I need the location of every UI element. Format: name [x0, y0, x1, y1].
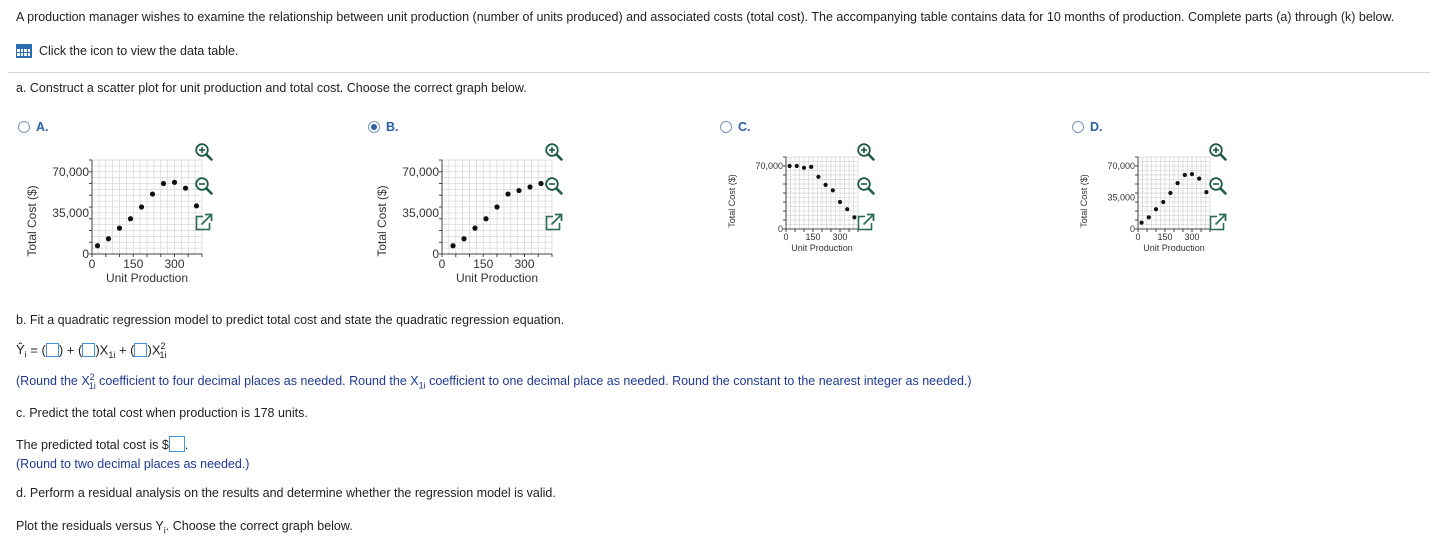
data-point — [106, 236, 111, 241]
x-tick-label: 150 — [473, 257, 494, 271]
data-point — [538, 181, 543, 186]
y-axis-label: Total Cost ($) — [1079, 174, 1089, 228]
y-hat-symbol: $Ŷ_i$ — [16, 342, 27, 360]
part-c-rounding-note: (Round to two decimal places as needed.) — [16, 457, 250, 471]
data-point — [161, 181, 166, 186]
radio-circle-c[interactable] — [720, 121, 732, 133]
data-point — [1168, 191, 1172, 195]
x-axis-label: Unit Production — [105, 271, 189, 285]
y-tick-label: 0 — [432, 247, 439, 262]
y-tick-label: 35,000 — [1107, 192, 1135, 203]
y-axis-label: Total Cost ($) — [25, 185, 39, 257]
data-point — [494, 204, 499, 209]
radio-circle-a[interactable] — [18, 121, 30, 133]
data-point — [1176, 181, 1180, 185]
option-a-radio[interactable] — [18, 120, 49, 134]
y-tick-label: 70,000 — [52, 164, 89, 179]
scatter-plot-c — [726, 148, 866, 260]
data-point — [483, 216, 488, 221]
plot-axes — [783, 157, 858, 232]
option-d-label: D. — [1090, 120, 1103, 134]
data-point — [838, 200, 842, 204]
data-point — [1183, 173, 1187, 177]
intro-text: A production manager wishes to examine the relationship between unit production (number of units produced) and associated costs (total cost). The accompanying table contains data for 10 months of production. Complete parts (a) through (k) below. — [16, 10, 1395, 24]
table-icon[interactable] — [16, 44, 32, 58]
option-d-radio[interactable] — [1072, 120, 1103, 134]
part-b-rounding-note: (Round the $X^2_{1i}$ coefficient to four decimal places as needed. Round the $X_{1i}$ coefficient to one decimal place as needed. Round the constant to the nearest integer as needed.) — [16, 372, 972, 391]
data-point — [183, 186, 188, 191]
data-table-link[interactable] — [16, 44, 238, 58]
data-point — [472, 226, 477, 231]
predicted-cost-label: The predicted total cost is $ — [16, 438, 169, 452]
data-point — [461, 236, 466, 241]
data-point — [1190, 172, 1194, 176]
y-tick-label: 0 — [1129, 224, 1135, 235]
popout-icon[interactable] — [544, 212, 564, 232]
popout-icon[interactable] — [194, 212, 214, 232]
linear-coefficient-input[interactable] — [82, 343, 95, 357]
predicted-cost-input[interactable] — [169, 436, 185, 452]
zoom-in-icon[interactable] — [194, 142, 214, 162]
option-c-label: C. — [738, 120, 751, 134]
data-point — [117, 226, 122, 231]
zoom-out-icon[interactable] — [194, 176, 214, 196]
data-point — [845, 207, 849, 211]
x-tick-label: 150 — [123, 257, 144, 271]
plot-axes — [1135, 157, 1210, 232]
option-a-label: A. — [36, 120, 49, 134]
zoom-out-icon[interactable] — [1208, 176, 1228, 196]
x-tick-label: 0 — [88, 257, 96, 271]
data-point — [824, 183, 828, 187]
y-tick-label: 35,000 — [52, 206, 89, 221]
part-c-question: c. Predict the total cost when production is 178 units. — [16, 406, 308, 420]
data-point — [802, 166, 806, 170]
popout-icon[interactable] — [856, 212, 876, 232]
zoom-in-icon[interactable] — [1208, 142, 1228, 162]
y-tick-label: 70,000 — [1107, 161, 1135, 172]
data-point — [95, 243, 100, 248]
scatter-plot-d — [1078, 148, 1218, 260]
y-tick-label: 0 — [777, 224, 783, 235]
y-tick-label: 70,000 — [402, 164, 439, 179]
data-point — [816, 175, 820, 179]
data-point — [194, 203, 199, 208]
y-tick-label: 70,000 — [755, 161, 783, 172]
x-tick-label: 300 — [514, 257, 535, 271]
divider — [8, 72, 1430, 73]
x-tick-label: 300 — [1184, 232, 1200, 242]
x-tick-label: 0 — [438, 257, 446, 271]
constant-input[interactable] — [46, 343, 59, 357]
data-point — [831, 188, 835, 192]
data-point — [795, 164, 799, 168]
zoom-in-icon[interactable] — [544, 142, 564, 162]
x-tick-label: 150 — [805, 232, 821, 242]
data-point — [1140, 221, 1144, 225]
y-tick-label: 0 — [82, 247, 89, 262]
y-axis-label: Total Cost ($) — [375, 185, 389, 257]
data-point — [150, 191, 155, 196]
data-point — [809, 165, 813, 169]
data-point — [128, 216, 133, 221]
x-tick-label: 300 — [164, 257, 185, 271]
data-point — [1161, 200, 1165, 204]
data-point — [172, 180, 177, 185]
data-point — [527, 184, 532, 189]
data-point — [139, 204, 144, 209]
zoom-out-icon[interactable] — [856, 176, 876, 196]
y-tick-label: 35,000 — [402, 206, 439, 221]
x-axis-label: Unit Production — [791, 243, 853, 253]
x-axis-label: Unit Production — [455, 271, 539, 285]
data-point — [1197, 177, 1201, 181]
part-b-question: b. Fit a quadratic regression model to predict total cost and state the quadratic regression equation. — [16, 313, 565, 327]
x-tick-label: 0 — [783, 232, 789, 242]
data-point — [1154, 207, 1158, 211]
radio-circle-d[interactable] — [1072, 121, 1084, 133]
quadratic-coefficient-input[interactable] — [134, 343, 147, 357]
part-d-question: d. Perform a residual analysis on the results and determine whether the regression model is valid. — [16, 486, 556, 500]
x-tick-label: 150 — [1157, 232, 1173, 242]
part-a-question: a. Construct a scatter plot for unit production and total cost. Choose the correct graph below. — [16, 81, 527, 95]
x-axis-label: Unit Production — [1143, 243, 1205, 253]
zoom-out-icon[interactable] — [544, 176, 564, 196]
data-point — [516, 188, 521, 193]
scatter-plot-a — [24, 148, 204, 288]
regression-equation: $Ŷ_i$ = ( ) + ( )$X_{1i}$ + ( )$X^2_{1i}$ — [16, 341, 167, 360]
data-point — [788, 164, 792, 168]
option-b-label: B. — [386, 120, 399, 134]
radio-circle-b[interactable] — [368, 121, 380, 133]
data-table-link-label[interactable]: Click the icon to view the data table. — [39, 44, 239, 58]
popout-icon[interactable] — [1208, 212, 1228, 232]
data-point — [1147, 215, 1151, 219]
y-axis-label: Total Cost ($) — [727, 174, 737, 228]
residual-plot-prompt: Plot the residuals versus $Y_i$. Choose the correct graph below. — [16, 519, 353, 536]
zoom-in-icon[interactable] — [856, 142, 876, 162]
predicted-cost-line: The predicted total cost is $ . — [16, 438, 189, 452]
x-tick-label: 0 — [1135, 232, 1141, 242]
option-c-radio[interactable] — [720, 120, 751, 134]
x-tick-label: 300 — [832, 232, 848, 242]
data-point — [450, 243, 455, 248]
option-b-radio[interactable] — [368, 120, 399, 134]
data-point — [505, 191, 510, 196]
scatter-plot-b — [374, 148, 554, 288]
